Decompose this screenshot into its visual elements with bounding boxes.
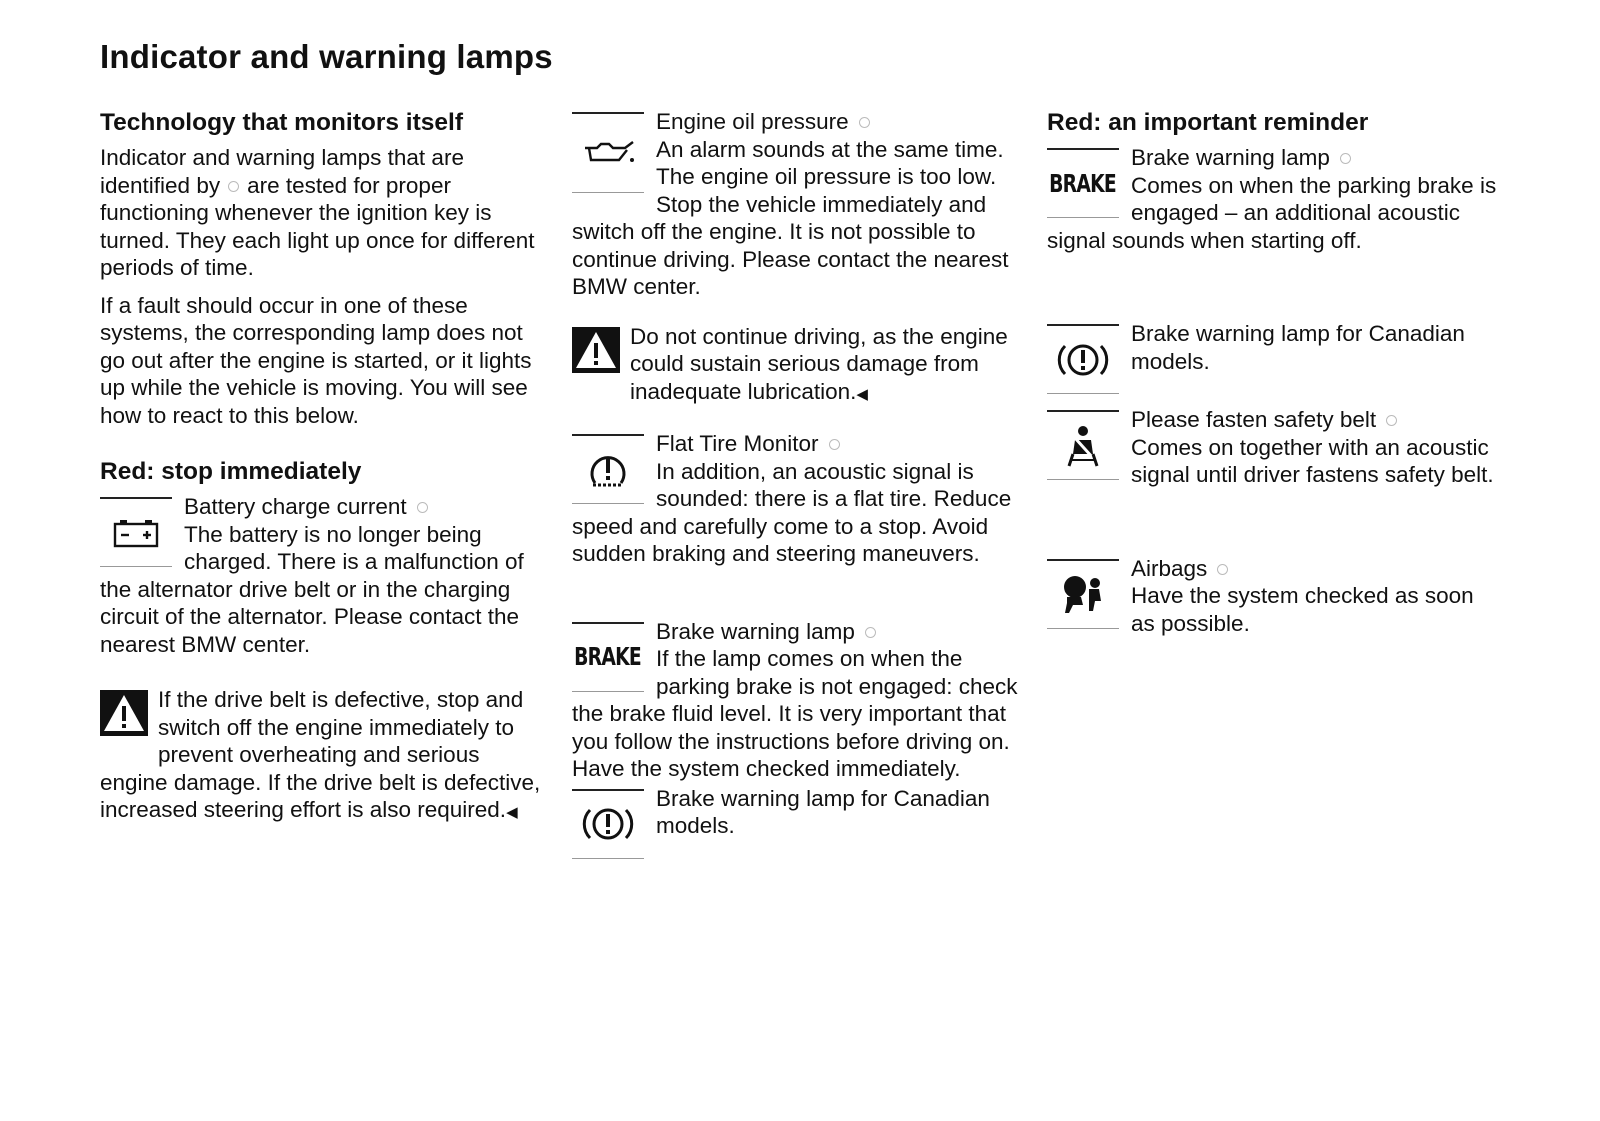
brake-circle-icon [572,789,644,859]
brake-canada-entry [572,785,1027,861]
self-test-icon [1386,415,1397,426]
brake-icon: BRAKE [572,622,644,692]
brake-entry [572,618,1027,783]
column-2 [572,108,1027,861]
oil-warning-text: Do not continue driving, as the engine could sustain serious damage from inadequate lubrication. [630,323,1008,404]
oil-entry [572,108,1027,301]
column-1 [100,108,548,827]
parking-brake-entry [1047,144,1502,254]
brake-title: Brake warning lamp [656,618,855,644]
self-test-icon [859,117,870,128]
brake-canada-text: Brake warning lamp for Canadian models. [1131,321,1465,374]
seat-belt-title: Please fasten safety belt [1131,407,1377,432]
end-marker-icon: ◀ [856,385,868,403]
brake-canada-text: Brake warning lamp for Canadian models. [656,785,990,838]
column-3 [1047,108,1502,637]
drive-belt-warning [100,686,548,827]
seat-belt-icon [1047,410,1119,480]
airbag-entry [1047,555,1502,638]
self-test-icon [865,627,876,638]
oil-can-icon [572,112,644,193]
self-test-icon [829,439,840,450]
self-test-icon [1217,564,1228,575]
heading-red-stop: Red: stop immediately [100,458,362,485]
parking-brake-text: Comes on when the parking brake is engaged – an additional acoustic signal sounds when starting off. [1047,172,1497,253]
battery-entry [100,493,548,658]
self-test-icon [417,502,428,513]
brake-icon: BRAKE [1047,148,1119,218]
seat-belt-entry [1047,406,1502,489]
brake-text-2: Have the system checked immediately. [572,756,961,781]
oil-title: Engine oil pressure [656,109,849,134]
battery-title-text: Battery charge current [184,494,407,519]
oil-warning [572,323,1027,409]
tested-text-a: Indicator and warning lamps that are identified by [100,145,464,198]
tire-title: Flat Tire Monitor [656,431,819,456]
oil-text: An alarm sounds at the same time. The engine oil pressure is too low. Stop the vehicle immediately and switch off the engine. It is not possible to continue driving. Please contact the nearest BMW center. [572,136,1009,299]
drive-belt-warning-text: If the drive belt is defective, stop and switch off the engine immediately to prevent overheating and serious engine damage. If the drive belt is defective, increased steering effort is also required. [100,687,541,822]
self-test-icon [1340,153,1351,164]
page-title: Indicator and warning lamps [100,38,553,75]
warning-triangle-icon [572,327,620,380]
airbag-text: Have the system checked as soon as possible. [1131,583,1474,636]
heading-red-remind: Red: an important reminder [1047,109,1369,136]
brake-text: If the lamp comes on when the parking brake is not engaged: check the brake fluid level. It is very important that you follow the instructions before driving on. [572,646,1018,754]
tested-text-b: are tested for proper functioning whenever the ignition key is turned. They each light up once for different periods of time. [100,172,535,280]
seat-belt-text: Comes on together with an acoustic signal until driver fastens safety belt. [1131,434,1494,487]
brake-circle-icon [1047,324,1119,394]
battery-text: The battery is no longer being charged. There is a malfunction of the alternator drive belt or in the charging circuit of the alternator. Please contact the nearest BMW center. [100,521,524,657]
airbag-icon [1047,559,1119,629]
brake-canada-entry [1047,320,1502,396]
heading-monitor: Technology that monitors itself [100,109,463,136]
airbag-title: Airbags [1131,555,1208,581]
battery-icon [100,497,172,567]
paragraph-tested [100,144,548,282]
parking-brake-title: Brake warning lamp [1131,145,1330,170]
self-test-icon [228,181,239,192]
paragraph-fault: If a fault should occur in one of these systems, the corresponding lamp does not go out after the engine is started, or it lights up while the vehicle is moving. You will see how to react to this below. [100,292,532,428]
warning-triangle-icon [100,690,148,743]
flat-tire-icon [572,434,644,504]
tire-entry [572,430,1027,568]
tire-text: In addition, an acoustic signal is sounded: there is a flat tire. Reduce speed and carefully come to a stop. Avoid sudden braking and steering maneuvers. [572,458,1012,566]
end-marker-icon: ◀ [506,804,518,821]
